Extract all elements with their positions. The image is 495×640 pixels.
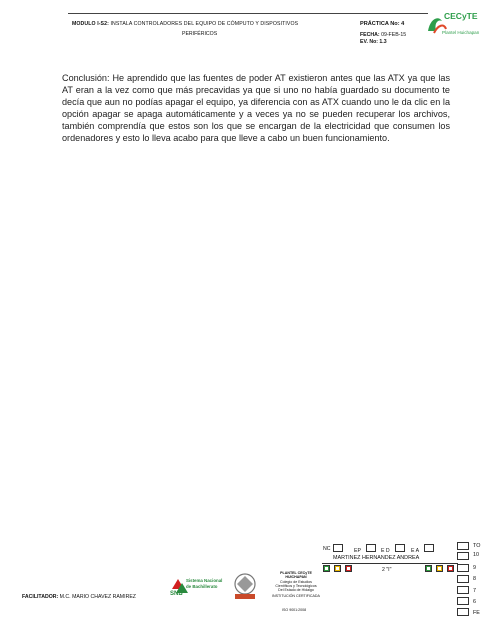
- group-label: 2 "I": [382, 567, 392, 573]
- fecha: [360, 32, 406, 38]
- score-box-6[interactable]: [457, 597, 469, 605]
- status-red-icon-2: [447, 565, 454, 572]
- ed-box[interactable]: [395, 544, 405, 552]
- conclusion-paragraph: Conclusión: He aprendido que las fuentes de poder AT existieron antes que las ATX ya que las AT eran a la vez como que más precavidas ya que si uno no había guardado su documento te decía que aun no podías apagar el equipo, ya diferencia con as ATX cuando uno le da clic en la opción apagar se apaga automáticamente y a veces ya no se pueden recuperar los archivos, también comprendía que estos son los que se encargan de la electricidad que consumen los ordenadores y esto lo lleva acabo para que lleve a cabo un buen funcionamiento.: [62, 73, 450, 144]
- score-label-7: 7: [473, 588, 476, 594]
- facilitador: [22, 594, 136, 600]
- plantel-line: Científicos y Tecnológicos: [275, 583, 317, 588]
- module-prefix: MODULO I-S2:: [72, 21, 109, 27]
- score-box-8[interactable]: [457, 575, 469, 583]
- ea-box[interactable]: [424, 544, 434, 552]
- ep-label: EP: [354, 548, 361, 554]
- iso-label: ISO 9001:2008: [282, 608, 307, 612]
- facilitador-label: FACILITADOR:: [22, 594, 59, 600]
- plantel-line: INSTITUCIÓN CERTIFICADA: [272, 594, 320, 599]
- status-red-icon: [345, 565, 352, 572]
- score-label-9: 9: [473, 565, 476, 571]
- score-label-6: 6: [473, 599, 476, 605]
- ed-label: E D: [381, 548, 390, 554]
- nc-box[interactable]: [333, 544, 343, 552]
- plantel-line: Del Estado de Hidalgo: [278, 588, 314, 593]
- plantel-line: Colegio de Estudios: [280, 579, 312, 584]
- status-green-icon: [323, 565, 330, 572]
- sistema-line1: Sistema Nacional: [186, 578, 223, 583]
- score-label-8: 8: [473, 576, 476, 582]
- ev-number: EV. No: 1.3: [360, 39, 387, 45]
- logo-text: CECyTE: [444, 11, 478, 21]
- plantel-line: HUICHAPAN: [285, 575, 307, 580]
- score-label-10: 10: [473, 552, 479, 558]
- score-box-7[interactable]: [457, 586, 469, 594]
- module-title-line2: PERIFÉRICOS: [182, 31, 218, 37]
- fecha-value: 09-FEB-15: [381, 32, 407, 38]
- module-title: [72, 21, 298, 27]
- sistema-line2: de Bachillerato: [186, 584, 218, 589]
- score-box-fe[interactable]: [457, 608, 469, 616]
- plantel-line: PLANTEL CECyTE: [280, 571, 312, 575]
- score-label-fe: FE: [473, 610, 480, 616]
- score-box-to[interactable]: [457, 542, 469, 550]
- fecha-label: FECHA:: [360, 32, 380, 38]
- score-box-10[interactable]: [457, 552, 469, 560]
- nc-label: NC: [323, 546, 331, 552]
- hidalgo-emblem-icon: [229, 570, 265, 602]
- status-yellow-icon-2: [436, 565, 443, 572]
- facilitador-name: M.C. MARIO CHAVEZ RAMIREZ: [59, 594, 136, 600]
- header-rule-top: [68, 13, 428, 14]
- logo-subtitle: Plantel Huichapan: [442, 30, 480, 35]
- score-box-9[interactable]: [457, 564, 469, 572]
- score-label-to: TO: [473, 543, 481, 549]
- practica-number: PRÁCTICA No: 4: [360, 21, 405, 27]
- footer-rule: [322, 563, 458, 564]
- snb-label: SNB: [170, 591, 183, 597]
- student-name: MARTINEZ HERNANDEZ ANDREA: [333, 555, 420, 561]
- ea-label: E A: [411, 548, 420, 554]
- status-green-icon-2: [425, 565, 432, 572]
- plantel-info: [268, 571, 324, 599]
- status-yellow-icon: [334, 565, 341, 572]
- ep-box[interactable]: [366, 544, 376, 552]
- module-name: INSTALA CONTROLADORES DEL EQUIPO DE CÓMPUTO Y DISPOSITIVOS: [110, 21, 299, 27]
